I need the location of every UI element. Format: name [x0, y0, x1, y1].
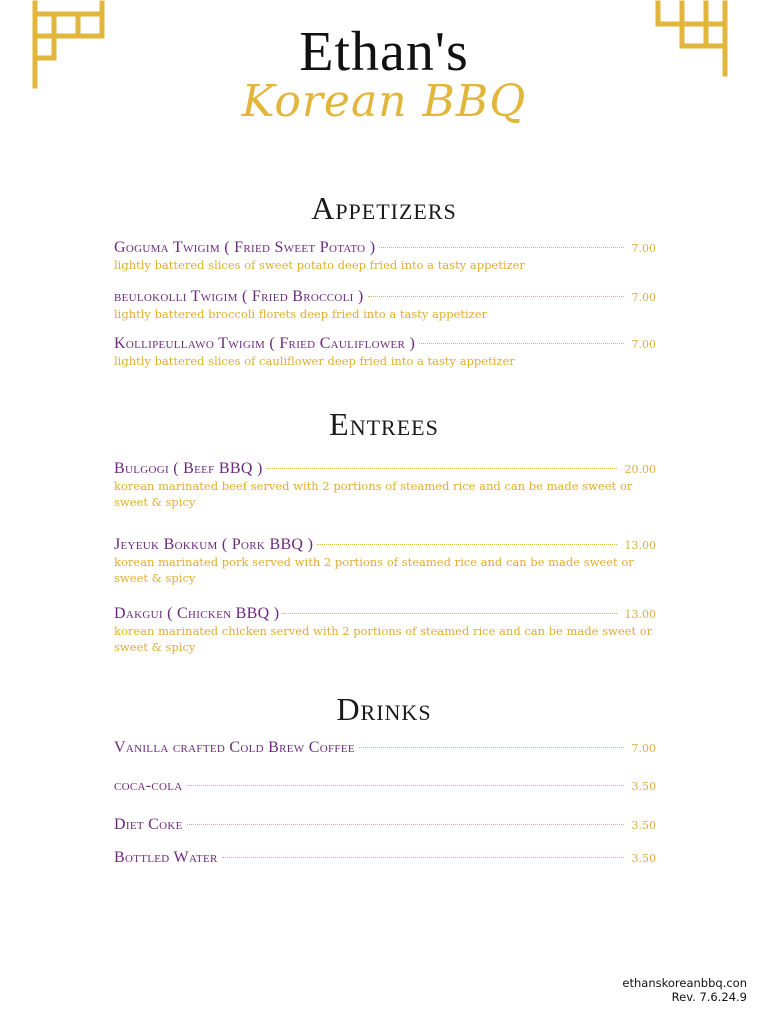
item-description: korean marinated beef served with 2 portions of steamed rice and can be made sweet or sweet & spicy: [114, 479, 633, 509]
item-name: Goguma Twigim ( Fried Sweet Potato ): [114, 239, 376, 256]
leader-dots: [368, 296, 624, 297]
item-price: 7.00: [631, 338, 656, 351]
menu-item: [114, 334, 656, 370]
menu-item: [114, 815, 656, 835]
item-description: lightly battered broccoli florets deep fried into a tasty appetizer: [114, 307, 488, 321]
item-name: Kollipeullawo Twigim ( Fried Cauliflower ): [114, 335, 416, 352]
menu-item: [114, 604, 656, 655]
item-price: 3.50: [631, 780, 656, 793]
section-title-entrees: Entrees: [329, 406, 439, 442]
item-price: 3.50: [631, 819, 656, 832]
item-price: 7.00: [631, 242, 656, 255]
menu-item: [114, 848, 656, 868]
menu-item: [114, 459, 656, 510]
item-name: Bottled Water: [114, 849, 218, 866]
leader-dots: [419, 343, 623, 344]
restaurant-name: Ethan's: [299, 21, 469, 83]
menu-item: [114, 287, 656, 323]
menu-item: [114, 776, 656, 796]
menu-item: [114, 535, 656, 586]
item-description: lightly battered slices of cauliflower deep fried into a tasty appetizer: [114, 354, 515, 368]
item-description: lightly battered slices of sweet potato deep fried into a tasty appetizer: [114, 258, 525, 272]
item-name: coca-cola: [114, 777, 183, 794]
item-price: 7.00: [631, 291, 656, 304]
item-price: 13.00: [624, 608, 656, 621]
footer-revision: Rev. 7.6.24.9: [671, 990, 747, 1004]
leader-dots: [187, 824, 624, 825]
footer-website: ethanskoreanbbq.con: [622, 976, 747, 990]
leader-dots: [267, 468, 617, 469]
restaurant-subtitle: Korean BBQ: [241, 76, 527, 127]
section-title-appetizers: Appetizers: [311, 190, 457, 226]
leader-dots: [359, 747, 624, 748]
leader-dots: [283, 613, 616, 614]
item-name: Diet Coke: [114, 816, 183, 833]
menu-item: [114, 238, 656, 274]
leader-dots: [379, 247, 623, 248]
item-name: Dakgui ( Chicken BBQ ): [114, 605, 280, 622]
item-name: beulokolli Twigim ( Fried Broccoli ): [114, 288, 364, 305]
item-price: 13.00: [624, 539, 656, 552]
item-price: 3.50: [631, 852, 656, 865]
leader-dots: [187, 785, 624, 786]
item-price: 7.00: [631, 742, 656, 755]
leader-dots: [317, 544, 616, 545]
item-description: korean marinated chicken served with 2 portions of steamed rice and can be made sweet or sweet & spicy: [114, 624, 653, 654]
item-price: 20.00: [624, 463, 656, 476]
item-name: Bulgogi ( Beef BBQ ): [114, 460, 263, 477]
leader-dots: [222, 857, 624, 858]
menu-item: [114, 738, 656, 758]
item-name: Jeyeuk Bokkum ( Pork BBQ ): [114, 536, 314, 553]
item-description: korean marinated pork served with 2 portions of steamed rice and can be made sweet or sweet & spicy: [114, 555, 634, 585]
section-title-drinks: Drinks: [336, 691, 432, 727]
item-name: Vanilla crafted Cold Brew Coffee: [114, 739, 355, 756]
